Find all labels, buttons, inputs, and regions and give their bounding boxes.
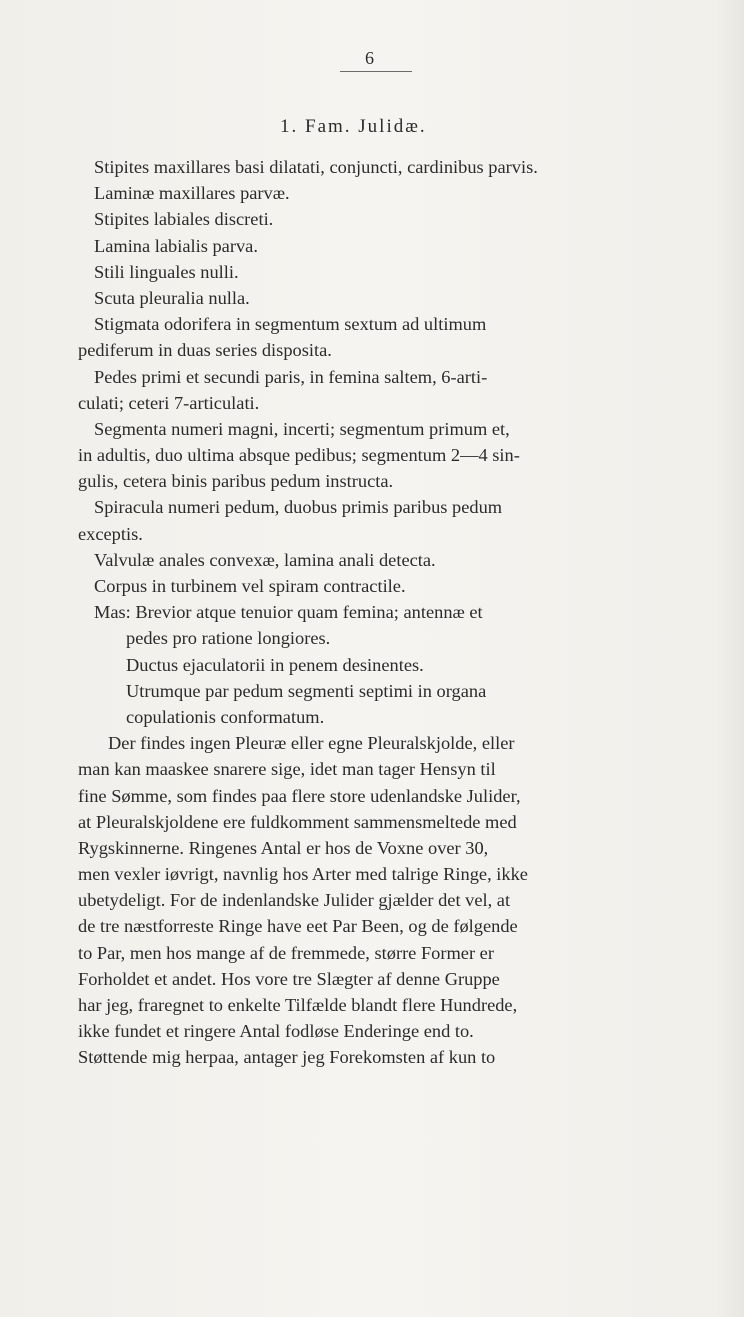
text-line: har jeg, fraregnet to enkelte Tilfælde blandt flere Hundrede, xyxy=(78,995,518,1015)
text-line: men vexler iøvrigt, navnlig hos Arter med talrige Ringe, ikke xyxy=(78,864,528,885)
text-line: Pedes primi et secundi paris, in femina saltem, 6-arti- xyxy=(94,366,488,387)
text-line: Der findes ingen Pleuræ eller egne Pleuralskjolde, eller xyxy=(108,733,515,754)
text-line: Segmenta numeri magni, incerti; segmentum primum et, xyxy=(94,418,510,439)
text-line: Scuta pleuralia nulla. xyxy=(94,287,250,308)
page-number-underline xyxy=(340,71,412,72)
text-line: de tre næstforreste Ringe have eet Par Been, og de følgende xyxy=(78,916,518,937)
text-line: Stipites maxillares basi dilatati, conjuncti, cardinibus parvis. xyxy=(94,157,538,177)
text-line: in adultis, duo ultima absque pedibus; segmentum 2—4 sin- xyxy=(78,445,520,466)
text-line: Støttende mig herpaa, antager jeg Forekomsten af kun to xyxy=(78,1047,496,1068)
text-line: Stipites labiales discreti. xyxy=(94,209,274,230)
text-line: Ductus ejaculatorii in penem desinentes. xyxy=(126,654,424,675)
text-line: Stili linguales nulli. xyxy=(94,261,239,282)
text-line: Utrumque par pedum segmenti septimi in organa xyxy=(126,680,487,701)
text-line: gulis, cetera binis paribus pedum instructa. xyxy=(78,471,394,492)
text-line: Valvulæ anales convexæ, lamina anali detecta. xyxy=(94,549,436,570)
text-line: Lamina labialis parva. xyxy=(94,235,258,256)
text-line: Rygskinnerne. Ringenes Antal er hos de Voxne over 30, xyxy=(78,837,489,858)
body-text xyxy=(78,154,682,1071)
text-line: exceptis. xyxy=(78,523,143,544)
text-line: Spiracula numeri pedum, duobus primis paribus pedum xyxy=(94,497,503,518)
text-line: pedes pro ratione longiores. xyxy=(126,628,331,649)
text-line: ubetydeligt. For de indenlandske Julider gjælder det vel, at xyxy=(78,890,511,911)
text-line: Mas: Brevior atque tenuior quam femina; antennæ et xyxy=(94,602,483,623)
family-heading: 1. Fam. Julidæ. xyxy=(280,116,427,137)
text-line: pediferum in duas series disposita. xyxy=(78,340,332,361)
text-line: to Par, men hos mange af de fremmede, større Former er xyxy=(78,942,494,963)
text-line: culati; ceteri 7-articulati. xyxy=(78,392,260,413)
text-line: at Pleuralskjoldene ere fuldkomment sammensmeltede med xyxy=(78,811,517,832)
text-line: Laminæ maxillares parvæ. xyxy=(94,183,290,204)
text-line: Stigmata odorifera in segmentum sextum ad ultimum xyxy=(94,314,487,335)
text-line: man kan maaskee snarere sige, idet man tager Hensyn til xyxy=(78,759,496,780)
page-edge-shadow xyxy=(716,0,744,1317)
text-line: copulationis conformatum. xyxy=(126,706,325,727)
text-line: fine Sømme, som findes paa flere store udenlandske Julider, xyxy=(78,785,521,806)
text-line: Forholdet et andet. Hos vore tre Slægter af denne Gruppe xyxy=(78,968,500,989)
text-line: Corpus in turbinem vel spiram contractile. xyxy=(94,576,406,596)
page-number: 6 xyxy=(365,48,375,68)
text-line: ikke fundet et ringere Antal fodløse Enderinge end to. xyxy=(78,1021,474,1042)
